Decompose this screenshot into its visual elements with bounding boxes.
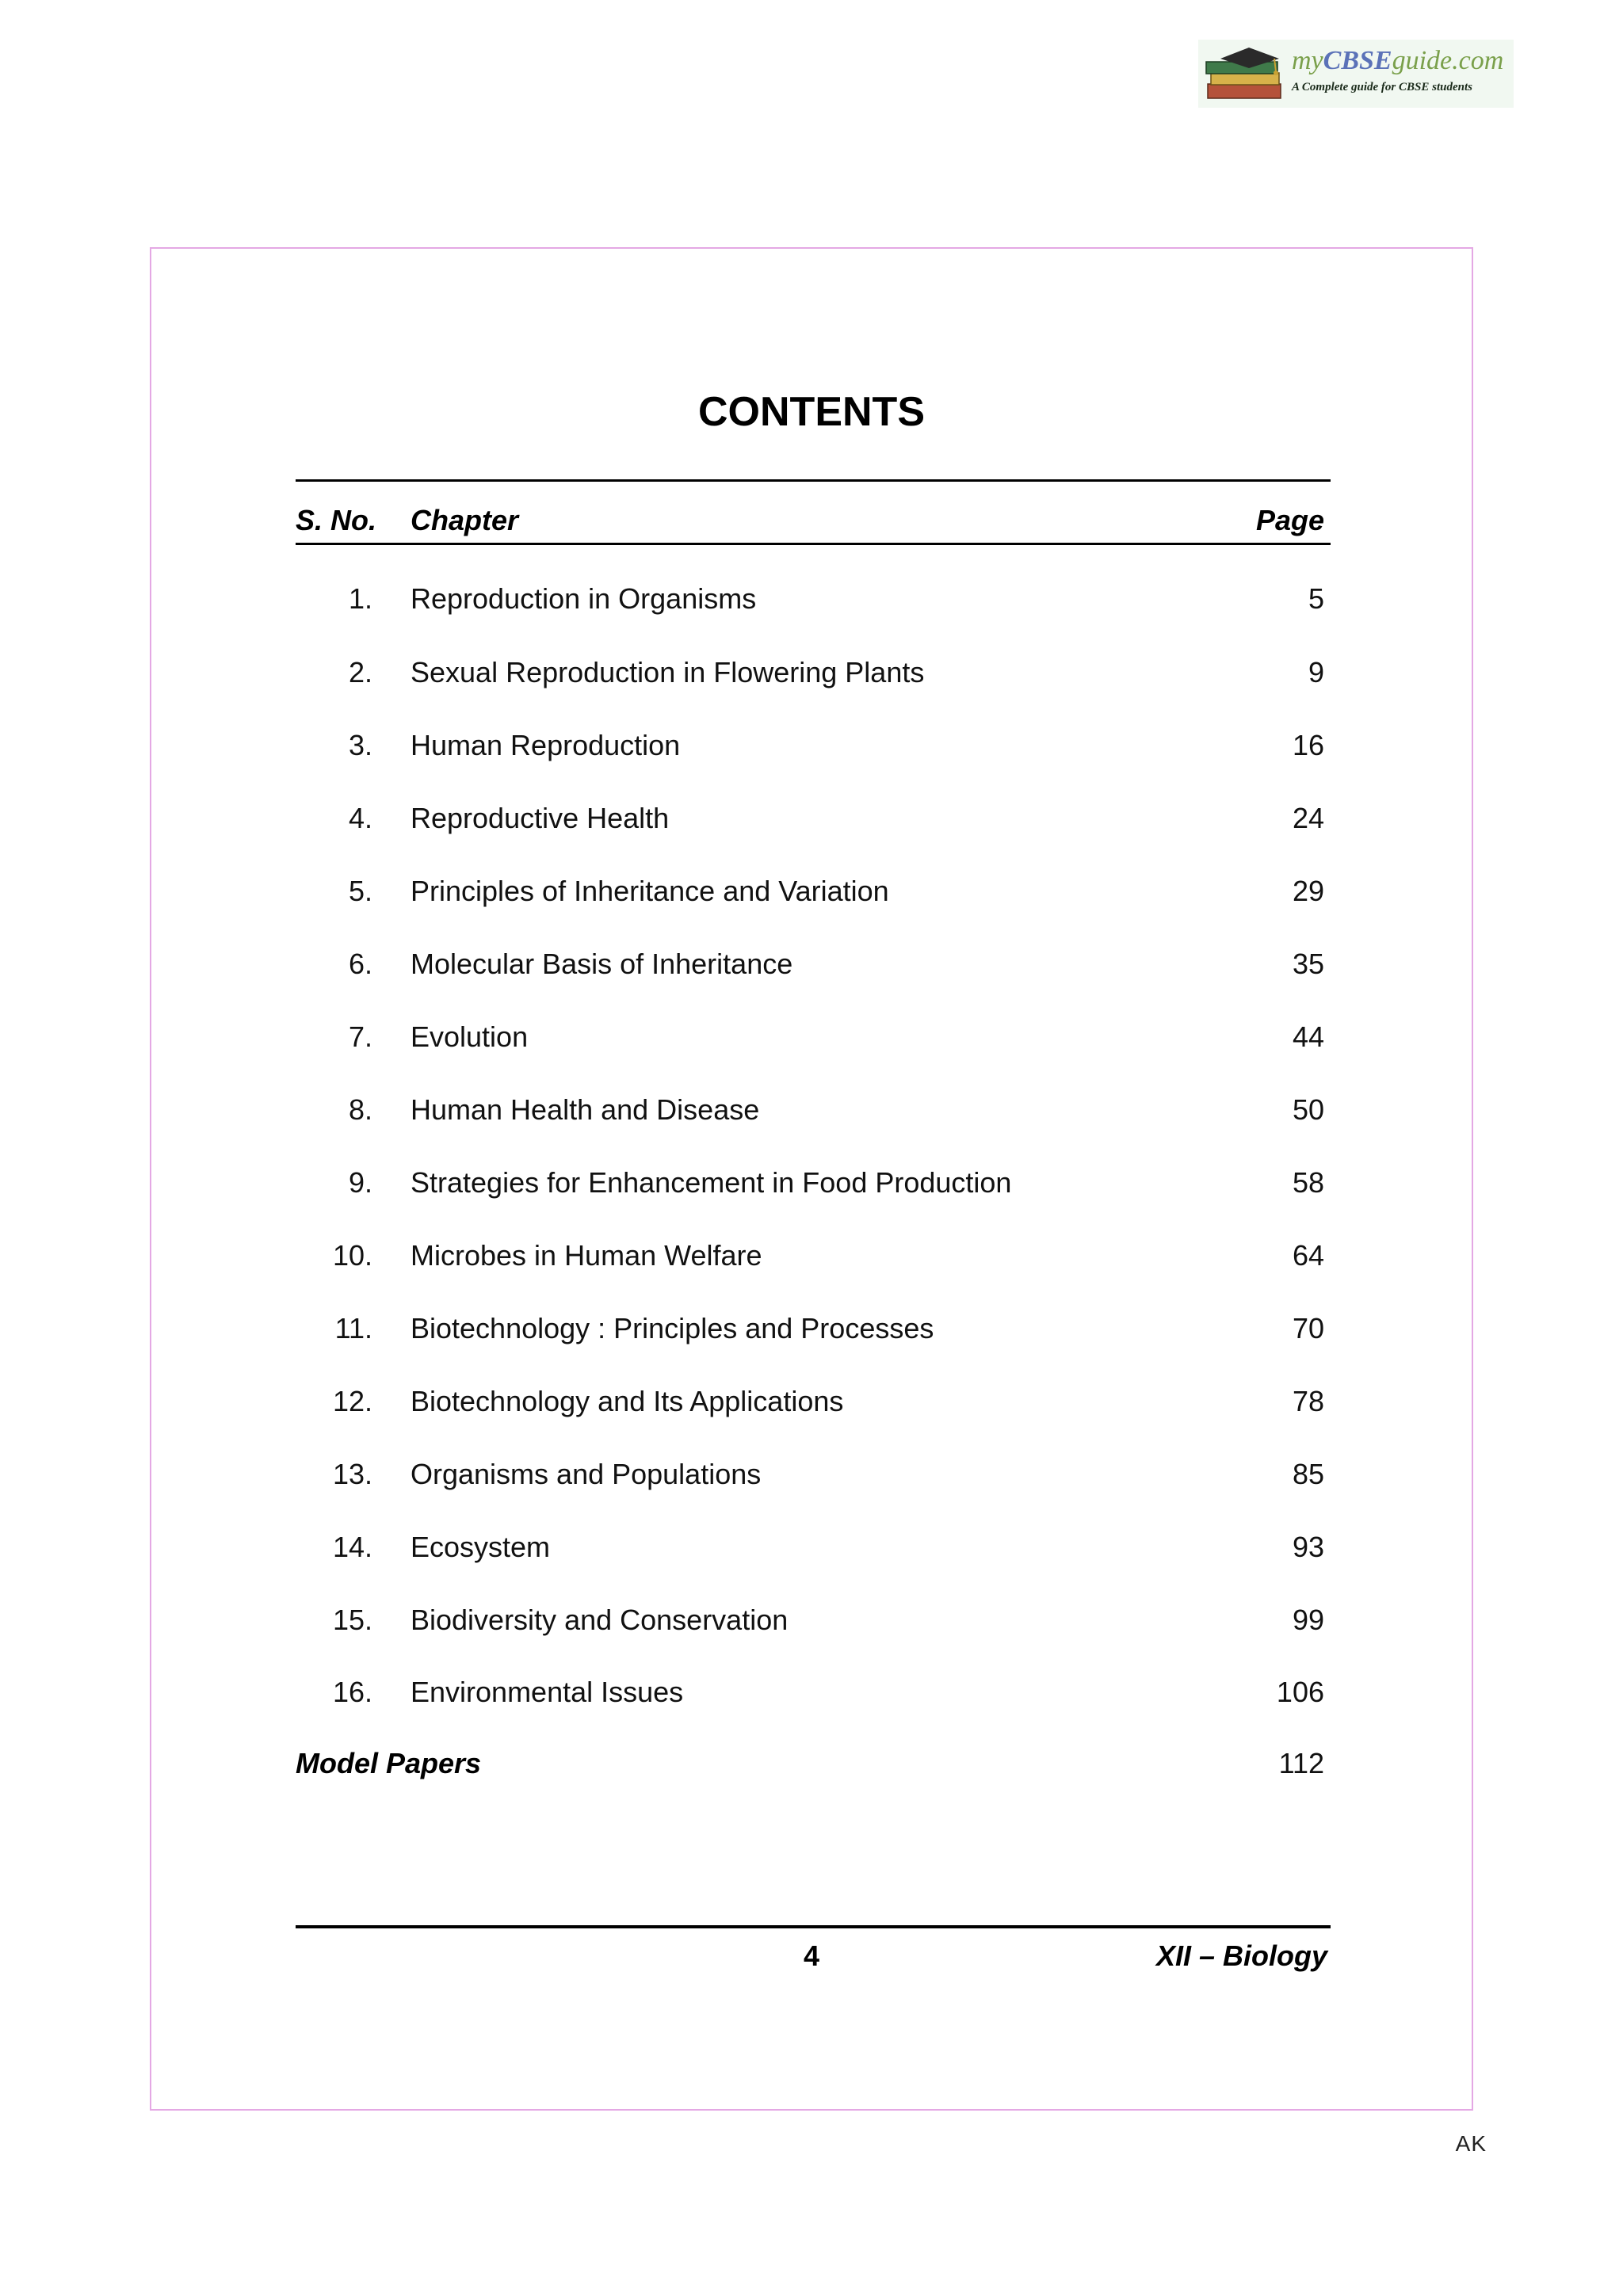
toc-entry-chapter: Microbes in Human Welfare xyxy=(411,1239,762,1272)
toc-entry-number: 12. xyxy=(332,1385,372,1417)
logo-brand-cbse: CBSE xyxy=(1323,46,1392,75)
toc-entry-chapter: Reproduction in Organisms xyxy=(411,582,757,615)
toc-entry-chapter: Ecosystem xyxy=(411,1531,551,1563)
toc-entry-page: 78 xyxy=(1292,1385,1324,1417)
toc-entry-number: 10. xyxy=(332,1239,372,1272)
logo-brand-text xyxy=(1292,46,1503,76)
footer-page-number: 4 xyxy=(803,1939,820,1972)
toc-entry-page: 106 xyxy=(1276,1676,1324,1708)
toc-entry-page: 5 xyxy=(1308,582,1324,615)
toc-entry xyxy=(296,1604,1324,1642)
toc-entry xyxy=(296,802,1324,840)
page-title: CONTENTS xyxy=(698,389,925,435)
toc-entry xyxy=(296,1676,1324,1714)
toc-entry xyxy=(296,656,1324,694)
toc-entry xyxy=(296,1385,1324,1423)
corner-code: AK xyxy=(1455,2131,1487,2156)
toc-entry-page: 50 xyxy=(1292,1093,1324,1126)
toc-entry-chapter: Molecular Basis of Inheritance xyxy=(411,948,793,980)
toc-entry-number: 5. xyxy=(348,875,372,907)
toc-entry-chapter: Biodiversity and Conservation xyxy=(411,1604,789,1636)
model-papers-label: Model Papers xyxy=(296,1747,482,1779)
toc-entry-number: 7. xyxy=(348,1020,372,1053)
mycbseguide-logo xyxy=(1198,40,1514,108)
logo-brand-my: my xyxy=(1292,46,1323,75)
footer-subject: XII – Biology xyxy=(1155,1939,1327,1972)
toc-entry xyxy=(296,1020,1324,1058)
toc-entry-chapter: Sexual Reproduction in Flowering Plants xyxy=(411,656,925,688)
toc-entry xyxy=(296,1166,1324,1204)
toc-entry xyxy=(296,1093,1324,1131)
logo-tagline: A Complete guide for CBSE students xyxy=(1292,81,1472,93)
toc-entry-page: 58 xyxy=(1292,1166,1324,1199)
toc-entry-page: 16 xyxy=(1292,729,1324,761)
toc-entry-chapter: Biotechnology and Its Applications xyxy=(411,1385,844,1417)
toc-entry-page: 64 xyxy=(1292,1239,1324,1272)
toc-entry-number: 11. xyxy=(334,1312,372,1344)
toc-entry-number: 3. xyxy=(348,729,372,761)
toc-entry-page: 93 xyxy=(1292,1531,1324,1563)
toc-entry-page: 9 xyxy=(1308,656,1324,688)
toc-entry-chapter: Organisms and Populations xyxy=(411,1458,762,1490)
header-bottom-rule xyxy=(296,543,1331,545)
toc-entry-page: 24 xyxy=(1292,802,1324,834)
toc-entry-page: 35 xyxy=(1292,948,1324,980)
toc-entry xyxy=(296,729,1324,767)
toc-entry-chapter: Evolution xyxy=(411,1020,529,1053)
toc-entry-chapter: Biotechnology : Principles and Processes xyxy=(411,1312,934,1344)
toc-entry xyxy=(296,582,1324,620)
toc-entry xyxy=(296,1239,1324,1277)
footer-rule xyxy=(296,1925,1331,1928)
toc-entry-page: 29 xyxy=(1292,875,1324,907)
model-papers-entry xyxy=(296,1747,1324,1785)
model-papers-page: 112 xyxy=(1278,1747,1324,1779)
toc-entry-chapter: Principles of Inheritance and Variation xyxy=(411,875,889,907)
toc-entry-page: 85 xyxy=(1292,1458,1324,1490)
toc-entry-number: 1. xyxy=(348,582,372,615)
toc-entry-number: 6. xyxy=(348,948,372,980)
column-header-sno: S. No. xyxy=(296,504,377,536)
column-header-chapter: Chapter xyxy=(411,504,519,536)
toc-entry-page: 70 xyxy=(1292,1312,1324,1344)
toc-entry-page: 44 xyxy=(1292,1020,1324,1053)
header-top-rule xyxy=(296,479,1331,482)
toc-entry-chapter: Reproductive Health xyxy=(411,802,670,834)
toc-entry-chapter: Human Reproduction xyxy=(411,729,681,761)
toc-entry-chapter: Human Health and Disease xyxy=(411,1093,760,1126)
toc-entry-number: 9. xyxy=(348,1166,372,1199)
toc-entry xyxy=(296,1531,1324,1569)
toc-entry-number: 16. xyxy=(332,1676,372,1708)
toc-entry xyxy=(296,948,1324,986)
books-icon xyxy=(1203,44,1289,105)
toc-entry xyxy=(296,875,1324,913)
toc-entry-chapter: Environmental Issues xyxy=(411,1676,684,1708)
toc-entry-number: 4. xyxy=(348,802,372,834)
toc-entry xyxy=(296,1312,1324,1350)
toc-entry-number: 14. xyxy=(332,1531,372,1563)
toc-entry xyxy=(296,1458,1324,1496)
toc-entry-chapter: Strategies for Enhancement in Food Production xyxy=(411,1166,1012,1199)
toc-entry-number: 13. xyxy=(332,1458,372,1490)
column-header-page: Page xyxy=(1255,504,1324,536)
toc-entry-page: 99 xyxy=(1292,1604,1324,1636)
toc-entry-number: 8. xyxy=(348,1093,372,1126)
toc-entry-number: 2. xyxy=(348,656,372,688)
toc-entry-number: 15. xyxy=(332,1604,372,1636)
logo-brand-guide: guide.com xyxy=(1392,46,1504,75)
